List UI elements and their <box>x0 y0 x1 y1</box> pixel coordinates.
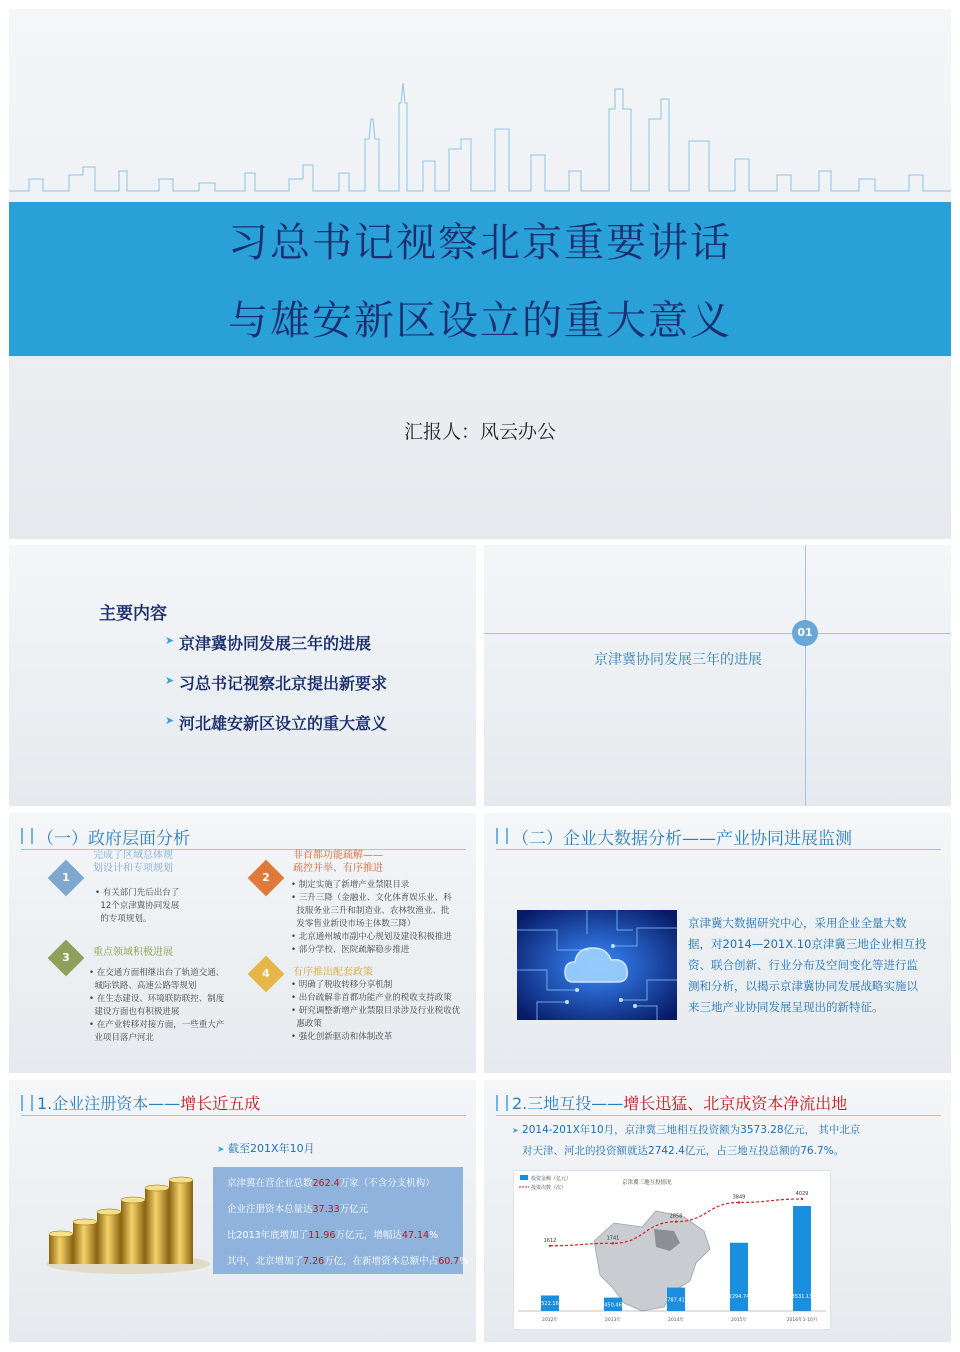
toc-item-label: 京津冀协同发展三年的进展 <box>179 634 372 653</box>
block-head: 非首都功能疏解—— 疏控并举、有序推进 <box>293 850 383 874</box>
arrow-icon: ➤ <box>165 634 175 647</box>
chart-frame <box>513 1170 831 1330</box>
divider-hline <box>484 633 951 634</box>
toc-heading: 主要内容 <box>99 604 167 624</box>
map-background <box>594 1211 710 1311</box>
x-tick-label: 2016年1-10月 <box>786 1318 818 1323</box>
title-bars-icon <box>21 828 33 844</box>
title-bars-icon <box>496 1095 508 1111</box>
block-bullets: • 有关部门先后出台了 12个京津冀协同发展 的专项规划。 <box>95 888 180 924</box>
title-rule <box>496 1115 941 1116</box>
toc-item-label: 习总书记视察北京提出新要求 <box>179 674 388 693</box>
line-point <box>612 1242 614 1244</box>
gov-analysis-slide <box>9 813 476 1073</box>
reporter-label: 汇报人：风云办公 <box>403 421 556 443</box>
block-bullets: • 制定实施了新增产业禁限目录 • 三升三降（金融业、文化体育娱乐业、科 技服务业三升和制造业、农林牧渔业、批 发零售业新设市场主体数三降） • 北京通州城市副中心规划及建设积极推进 • 部分学校、医院疏解稳步推进 <box>291 880 452 955</box>
divider-vline <box>805 545 806 806</box>
line-value-label: 3849 <box>732 1194 746 1201</box>
line-value-label: 1741 <box>606 1235 620 1242</box>
bar-value-label: 3531.13 <box>791 1294 813 1300</box>
slide-title: 1.企业注册资本——增长近五成 <box>37 1094 261 1113</box>
line-point <box>738 1201 740 1203</box>
line-value-label: 1612 <box>543 1237 557 1244</box>
city-skyline <box>9 79 951 204</box>
invest-chart <box>514 1171 830 1329</box>
capital-line: 其中，北京增加了7.26万亿，在新增资本总额中占60.7% <box>227 1256 469 1267</box>
toc-item[interactable] <box>165 631 372 654</box>
title-bars-icon <box>496 828 508 844</box>
bar-value-label: 522.16 <box>541 1301 559 1308</box>
invest-slide <box>484 1080 951 1342</box>
capital-info-box <box>213 1167 469 1274</box>
toc-item[interactable] <box>165 671 388 694</box>
arrow-icon: ➤ <box>165 714 175 727</box>
capital-line: 京津冀在营企业总数262.4万家（不含分支机构） <box>227 1178 435 1189</box>
bigdata-slide <box>484 813 951 1073</box>
block-head: 有序推出配套政策 <box>293 967 373 978</box>
section-title: 京津冀协同发展三年的进展 <box>594 652 762 668</box>
toc-item-label: 河北雄安新区设立的重大意义 <box>179 714 388 733</box>
bar-value-label: 450.46 <box>604 1302 622 1309</box>
chart-bar <box>730 1243 748 1311</box>
title-bars-icon <box>21 1095 33 1111</box>
section-number-badge: 01 <box>792 620 818 646</box>
chart-title: 京津冀三地互投情况 <box>622 1180 672 1186</box>
line-point <box>675 1220 677 1222</box>
capital-slide <box>9 1080 476 1342</box>
slide-title: （二）企业大数据分析——产业协同进展监测 <box>512 829 852 849</box>
x-tick-label: 2015年 <box>731 1318 747 1323</box>
line-value-label: 2858 <box>669 1213 683 1220</box>
x-tick-label: 2014年 <box>668 1318 684 1323</box>
block-number: 3 <box>62 951 70 964</box>
legend-line-label: 投资次数（次） <box>531 1185 567 1191</box>
title-rule <box>21 1115 466 1116</box>
slide-title: （一）政府层面分析 <box>37 829 190 849</box>
invest-text: ➤ 2014-201X年10月，京津冀三地相互投资额为3573.28亿元， 其中北京 对天津、河北的投资额就达2742.4亿元，占三地互投总额的76.7%。 <box>512 1124 861 1157</box>
bigdata-paragraph: 京津冀大数据研究中心，采用企业全量大数 据，对2014—201X.10京津冀三地企业相互投 资、联合创新、行业分布及空间变化等进行监 测和分析，以揭示京津冀协同发展战略实施以 来三地产业协同发展呈现出的新特征。 <box>688 916 927 1014</box>
legend-bar-swatch <box>520 1175 528 1180</box>
x-tick-label: 2013年 <box>605 1318 621 1323</box>
block-head: 完成了区域总体规 划设计和专项规划 <box>93 850 173 874</box>
block-number: 4 <box>262 967 270 980</box>
slide-title: 2.三地互投——增长迅猛、北京成资本净流出地 <box>512 1094 848 1113</box>
legend-bar-label: 投资金额（亿元） <box>531 1176 572 1182</box>
line-value-label: 4029 <box>795 1191 809 1197</box>
line-point <box>549 1245 551 1247</box>
cover-title-line2: 与雄安新区设立的重大意义 <box>228 298 732 344</box>
arrow-icon: ➤ <box>165 674 175 687</box>
x-tick-label: 2012年 <box>542 1318 558 1323</box>
date-note: ➤ 截至201X年10月 <box>217 1142 315 1155</box>
toc-item[interactable] <box>165 711 388 734</box>
block-number: 2 <box>262 871 270 884</box>
gold-coins-image <box>43 1176 213 1276</box>
section-divider-slide <box>484 545 951 806</box>
block-head: 重点领域积极进展 <box>93 947 173 958</box>
cloud-circuit-image <box>517 910 677 1020</box>
bar-value-label: 2294.74 <box>728 1294 750 1300</box>
toc-slide <box>9 545 476 806</box>
capital-line: 比2013年底增加了11.96万亿元，增幅达47.14% <box>227 1230 439 1241</box>
line-point <box>801 1198 803 1200</box>
block-bullets: • 明确了税收转移分享机制 • 出台疏解非首都功能产业的税收支持政策 • 研究调整新增产业禁限目录涉及行业税收优 惠政策 • 强化创新驱动和体制改革 <box>291 980 461 1042</box>
bar-value-label: 787.41 <box>667 1297 685 1304</box>
block-bullets: • 在交通方面相继出台了轨道交通、 城际铁路、高速公路等规划 • 在生态建设、环境联防联控、制度 建设方面也有积极进展 • 在产业转移对接方面，一些重大产 业项目落户河北 <box>89 968 225 1043</box>
cover-slide <box>9 9 951 539</box>
title-rule <box>21 849 466 850</box>
title-rule <box>496 849 941 850</box>
capital-line: 企业注册资本总量达37.33万亿元 <box>227 1204 369 1215</box>
block-number: 1 <box>62 871 70 884</box>
cover-title-line1: 习总书记视察北京重要讲话 <box>228 220 732 266</box>
